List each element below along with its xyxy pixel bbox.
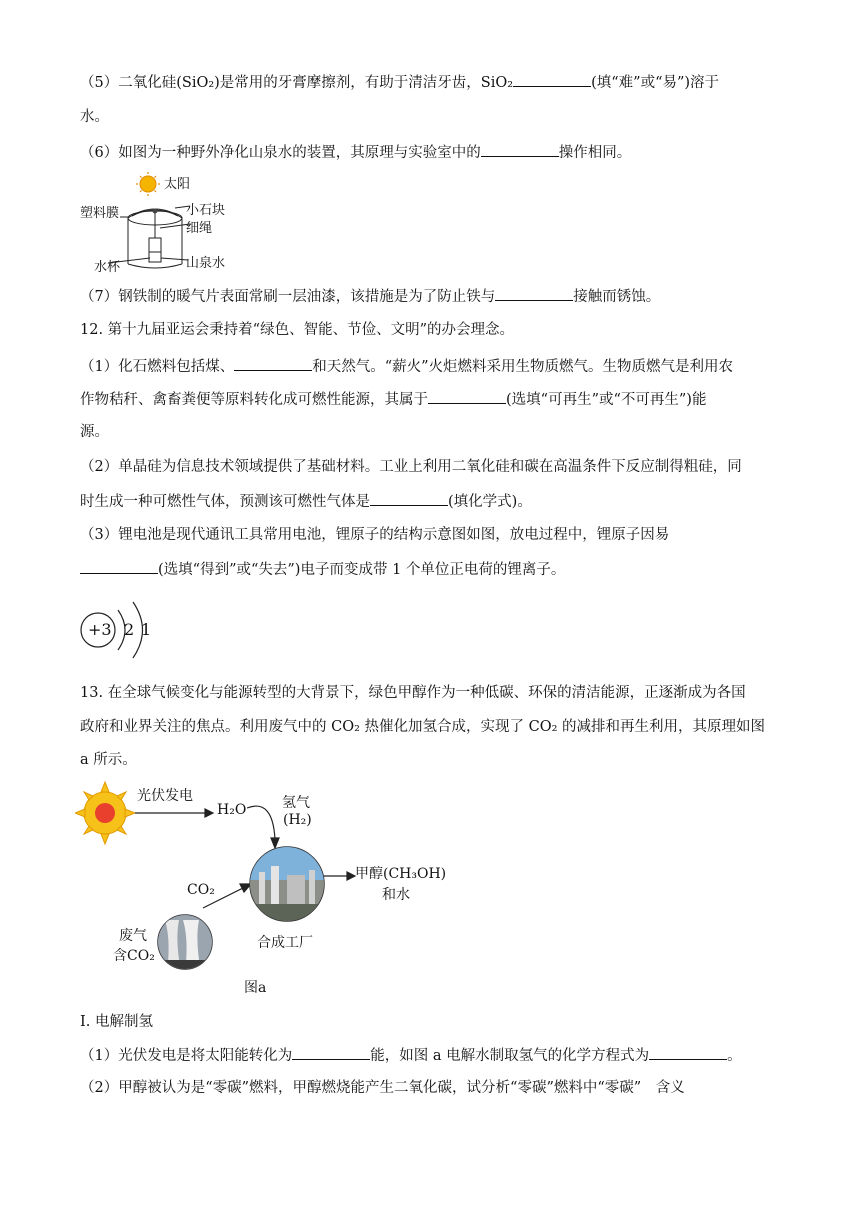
q12-stem [80,320,514,340]
q12-2-line [80,457,742,477]
q11-5-text: （5）二氧化硅(SiO₂)是常用的牙膏摩擦剂，有助于清洁牙齿，SiO₂ [80,75,514,91]
label-waste-gas: 废气 [119,928,147,944]
sun-icon [136,172,160,196]
q13-2-line [80,1078,685,1098]
q11-6-line [80,142,631,163]
answer-blank [80,559,158,574]
nucleus-charge: +3 [88,620,112,639]
q13-stem-line3 [80,750,137,770]
q11-6-text-b: 操作相同。 [558,145,632,161]
q11-7-line [80,286,660,307]
q13-text-b: 政府和业界关注的焦点。利用废气中的 CO₂ 热催化加氢合成，实现了 CO₂ 的减排和再生利用，其原理如图 [80,719,766,735]
section-i-title [80,1012,153,1032]
label-contains-co2: 含CO₂ [113,948,155,964]
sun-icon [75,782,135,844]
q13-2-text: （2）甲醇被认为是“零碳”燃料，甲醇燃烧能产生二氧化碳，试分析“零碳”燃料中“零碳” 含义 [80,1080,685,1096]
label-stone: 小石块 [186,203,226,218]
q13-text: 13. 在全球气候变化与能源转型的大背景下，绿色甲醇作为一种低碳、环保的清洁能源，正逐渐成为各国 [80,685,746,701]
q12-3-text-b: (选填“得到”或“失去”)电子而变成带 1 个单位正电荷的锂离子。 [158,562,566,578]
q13-text-c: a 所示。 [80,752,137,768]
q11-5-line [80,72,719,93]
q11-7-text: （7）钢铁制的暖气片表面常刷一层油漆，该措施是为了防止铁与 [80,289,496,305]
q12-2-text: （2）单晶硅为信息技术领域提供了基础材料。工业上利用二氧化硅和碳在高温条件下反应制得粗硅，同 [80,459,742,475]
shell2-electrons: 1 [141,620,152,639]
label-film: 塑料膜 [80,206,120,221]
q13-1-line [80,1045,742,1066]
q12-1-line2 [80,389,706,410]
q12-2-line2 [80,491,532,512]
label-cup: 水杯 [94,260,121,275]
q11-5-text-c: 水。 [80,109,109,125]
q12-1-text: （1）化石燃料包括煤、 [80,359,235,375]
purifier-apparatus [108,206,190,268]
label-rope: 细绳 [186,221,213,236]
section-i-text: I. 电解制氢 [80,1014,153,1030]
q11-5-text-b: (填“难”或“易”)溶于 [591,75,720,91]
q12-text: 12. 第十九届亚运会秉持着“绿色、智能、节俭、文明”的办会理念。 [80,322,514,338]
q13-1-text-b: 能，如图 a 电解水制取氢气的化学方程式为 [370,1048,650,1064]
q12-1-text-d: (选填“可再生”或“不可再生”)能 [506,392,707,408]
q13-stem-line1 [80,683,746,703]
q12-1-text-b: 和天然气。“薪火”火炬燃料采用生物质燃气。生物质燃气是利用农 [312,359,734,375]
label-sun: 太阳 [164,177,191,192]
waste-gas-image [155,912,215,972]
q12-3-line [80,525,669,545]
q12-1-text-e: 源。 [80,424,109,440]
q11-5-line2 [80,107,109,127]
q12-2-text-b: 时生成一种可燃性气体，预测该可燃性气体是 [80,494,370,510]
factory-image [245,840,335,925]
answer-blank [649,1045,727,1060]
label-and-water: 和水 [382,887,410,903]
answer-blank [513,72,591,87]
q12-3-line2 [80,559,565,580]
q11-7-text-b: 接触而锈蚀。 [573,289,661,305]
figure-caption: 图a [244,980,267,996]
q13-1-text-c: 。 [727,1048,742,1064]
label-plant: 合成工厂 [257,935,313,951]
answer-blank [292,1045,370,1060]
q12-1-line3 [80,422,109,442]
q13-1-text: （1）光伏发电是将太阳能转化为 [80,1048,293,1064]
stone-icon [153,209,158,214]
shell1-electrons: 2 [124,620,135,639]
answer-blank [234,356,312,371]
answer-blank [370,491,448,506]
q13-stem-line2 [80,717,765,737]
label-hydrogen: 氢气 [282,795,310,811]
q12-3-text: （3）锂电池是现代通讯工具常用电池，锂原子的结构示意图如图，放电过程中，锂原子因易 [80,527,670,543]
label-pv: 光伏发电 [137,788,193,804]
label-methanol: 甲醇(CH₃OH) [355,866,447,882]
answer-blank [428,389,506,404]
answer-blank [495,286,573,301]
label-co2: CO₂ [187,882,215,898]
q11-6-text: （6）如图为一种野外净化山泉水的装置，其原理与实验室中的 [80,145,481,161]
label-spring-water: 山泉水 [186,256,226,271]
label-h2o: H₂O [217,802,247,818]
q12-1-text-c: 作物秸秆、禽畜粪便等原料转化成可燃性能源，其属于 [80,392,428,408]
q12-2-text-c: (填化学式)。 [448,494,532,510]
answer-blank [481,142,559,157]
label-h2-formula: (H₂) [283,812,312,828]
q12-1-line [80,356,733,377]
